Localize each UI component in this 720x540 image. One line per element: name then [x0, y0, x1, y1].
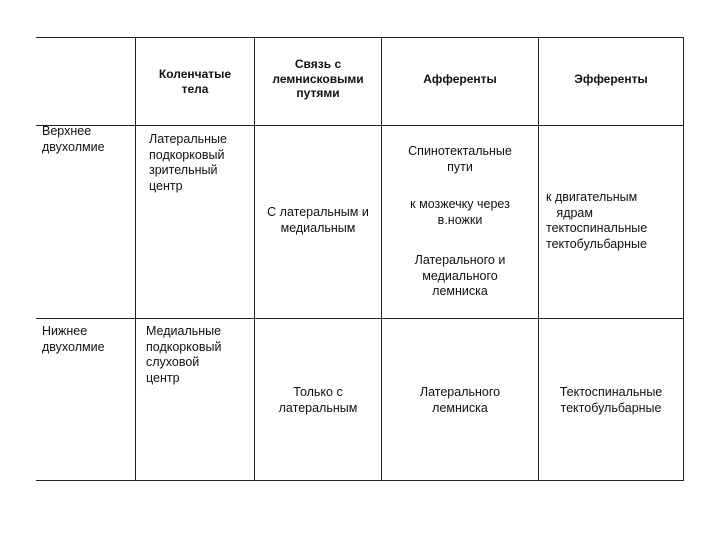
row2-afferents: Латерального лемниска [419, 385, 501, 415]
row2-efferents: Тектоспинальные тектобульбарные [559, 385, 663, 415]
row1-connection: С латеральным и медиальным [267, 205, 369, 235]
header-afferents: Афференты [423, 72, 497, 86]
comparison-table [36, 37, 684, 481]
header-bodies: Коленчатые тела [158, 67, 232, 96]
table-border-bottom [36, 480, 684, 481]
row1-efferents: к двигательным ядрам тектоспинальные тектобульбарные [546, 190, 648, 251]
row1-afferents-lemniscus: Латерального и медиального лемниска [414, 253, 506, 298]
header-efferents: Эфференты [574, 72, 648, 86]
column-divider-1 [135, 37, 136, 481]
row1-afferents-spinotectal: Спинотектальные пути [408, 144, 512, 174]
table-border-top [36, 37, 684, 38]
header-divider [36, 125, 684, 126]
row1-bodies: Латеральные подкорковый зрительный центр [149, 132, 227, 193]
row1-structure: Верхнее двухолмие [42, 124, 105, 154]
row2-connection: Только с латеральным [278, 385, 358, 415]
table-border-right [683, 37, 684, 481]
row-divider [36, 318, 684, 319]
row1-afferents-cerebellum: к мозжечку через в.ножки [410, 197, 510, 227]
header-connection: Связь с лемнисковыми путями [272, 57, 364, 100]
row2-bodies: Медиальные подкорковый слуховой центр [146, 324, 222, 385]
row2-structure: Нижнее двухолмие [42, 324, 105, 354]
